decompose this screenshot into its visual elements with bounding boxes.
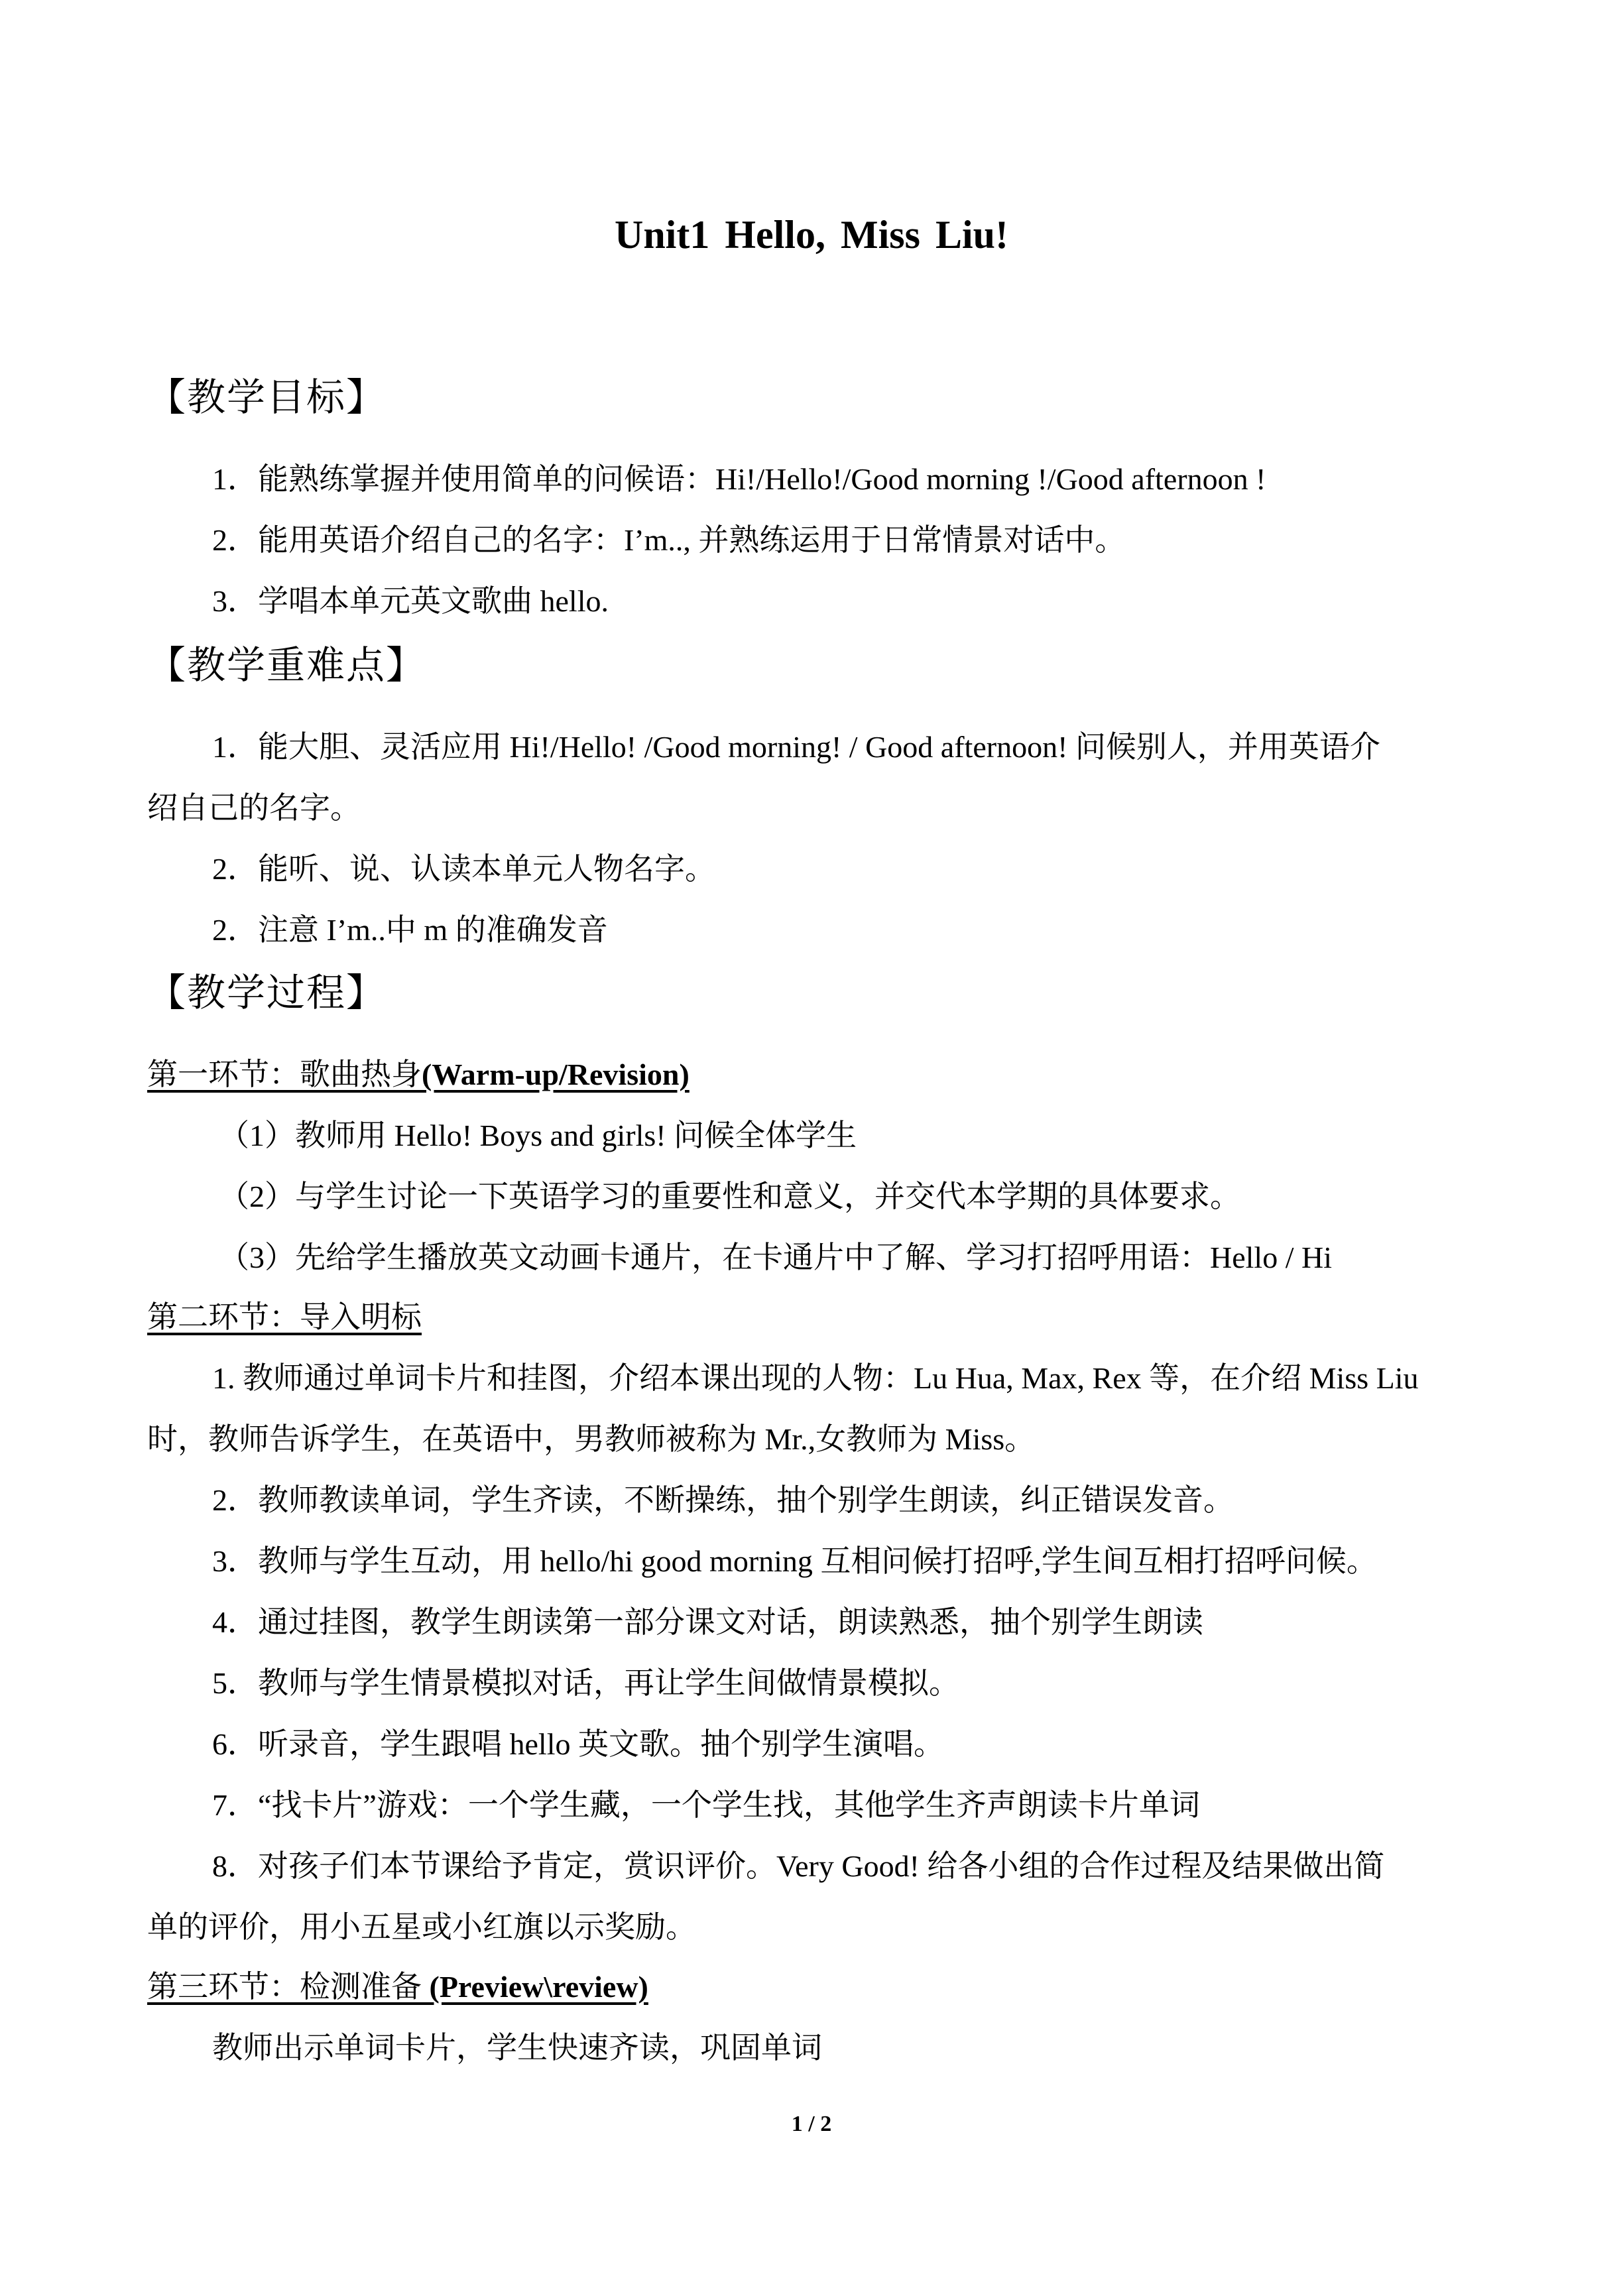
heading-objectives: 【教学目标】 [147,375,387,420]
document-title: Unit1 Hello, Miss Liu! [614,213,1009,257]
section-2-item-8-line-2: 单的评价，用小五星或小红旗以示奖励。 [147,1910,696,1944]
heading-process: 【教学过程】 [147,970,387,1015]
section-2-item-1-line-2: 时，教师告诉学生，在英语中，男教师被称为 Mr.,女教师为 Miss。 [147,1422,1036,1456]
section-2-label-cn: 第二环节：导入明标 [147,1300,422,1334]
section-1-item-2: （2）与学生讨论一下英语学习的重要性和意义，并交代本学期的具体要求。 [219,1179,1240,1213]
section-2-item-1-line-1: 1. 教师通过单词卡片和挂图，介绍本课出现的人物：Lu Hua, Max, Rex 等，在介绍 Miss Liu [212,1361,1419,1395]
section-1-item-3: （3）先给学生播放英文动画卡通片，在卡通片中了解、学习打招呼用语：Hello / Hi [219,1240,1332,1274]
section-2-item-7: 7．“找卡片”游戏：一个学生藏，一个学生找，其他学生齐声朗读卡片单词 [212,1788,1200,1822]
section-2-item-5: 5．教师与学生情景模拟对话，再让学生间做情景模拟。 [212,1666,959,1700]
objective-item-3: 3．学唱本单元英文歌曲 hello. [212,584,609,618]
section-1-label [147,1050,690,1094]
section-3-item: 教师出示单词卡片，学生快速齐读，巩固单词 [212,2031,822,2065]
key-point-item-3: 2．注意 I’m..中 m 的准确发音 [212,913,608,947]
key-point-item-1-line-1: 1．能大胆、灵活应用 Hi!/Hello! /Good morning! / Good afternoon! 问候别人，并用英语介 [212,730,1380,764]
key-point-item-1-line-2: 绍自己的名字。 [147,791,361,825]
objective-item-2: 2．能用英语介绍自己的名字：I’m.., 并熟练运用于日常情景对话中。 [212,523,1126,557]
section-2-item-8-line-1: 8．对孩子们本节课给予肯定，赏识评价。Very Good! 给各小组的合作过程及结果做出简 [212,1849,1385,1883]
section-3-label-en: (Preview\review) [429,1970,648,2004]
section-2-label [147,1293,422,1337]
section-2-item-6: 6．听录音，学生跟唱 hello 英文歌。抽个别学生演唱。 [212,1727,944,1761]
objective-item-1: 1．能熟练掌握并使用简单的问候语：Hi!/Hello!/Good morning !/Good afternoon ! [212,462,1266,496]
heading-key-points: 【教学重难点】 [147,642,426,688]
page-number: 1 / 2 [791,2112,832,2136]
section-1-label-en: (Warm-up/Revision) [422,1057,690,1091]
section-2-item-4: 4．通过挂图，教学生朗读第一部分课文对话，朗读熟悉，抽个别学生朗读 [212,1605,1203,1639]
key-point-item-2: 2．能听、说、认读本单元人物名字。 [212,852,715,886]
section-2-item-2: 2．教师教读单词，学生齐读，不断操练，抽个别学生朗读，纠正错误发音。 [212,1483,1234,1517]
section-1-label-cn: 第一环节：歌曲热身 [147,1057,422,1091]
section-3-label-cn: 第三环节：检测准备 [147,1970,430,2004]
section-2-item-3: 3．教师与学生互动，用 hello/hi good morning 互相问候打招呼,学生间互相打招呼问候。 [212,1544,1377,1578]
section-1-item-1: （1）教师用 Hello! Boys and girls! 问候全体学生 [219,1118,857,1152]
section-3-label [147,1963,648,2006]
